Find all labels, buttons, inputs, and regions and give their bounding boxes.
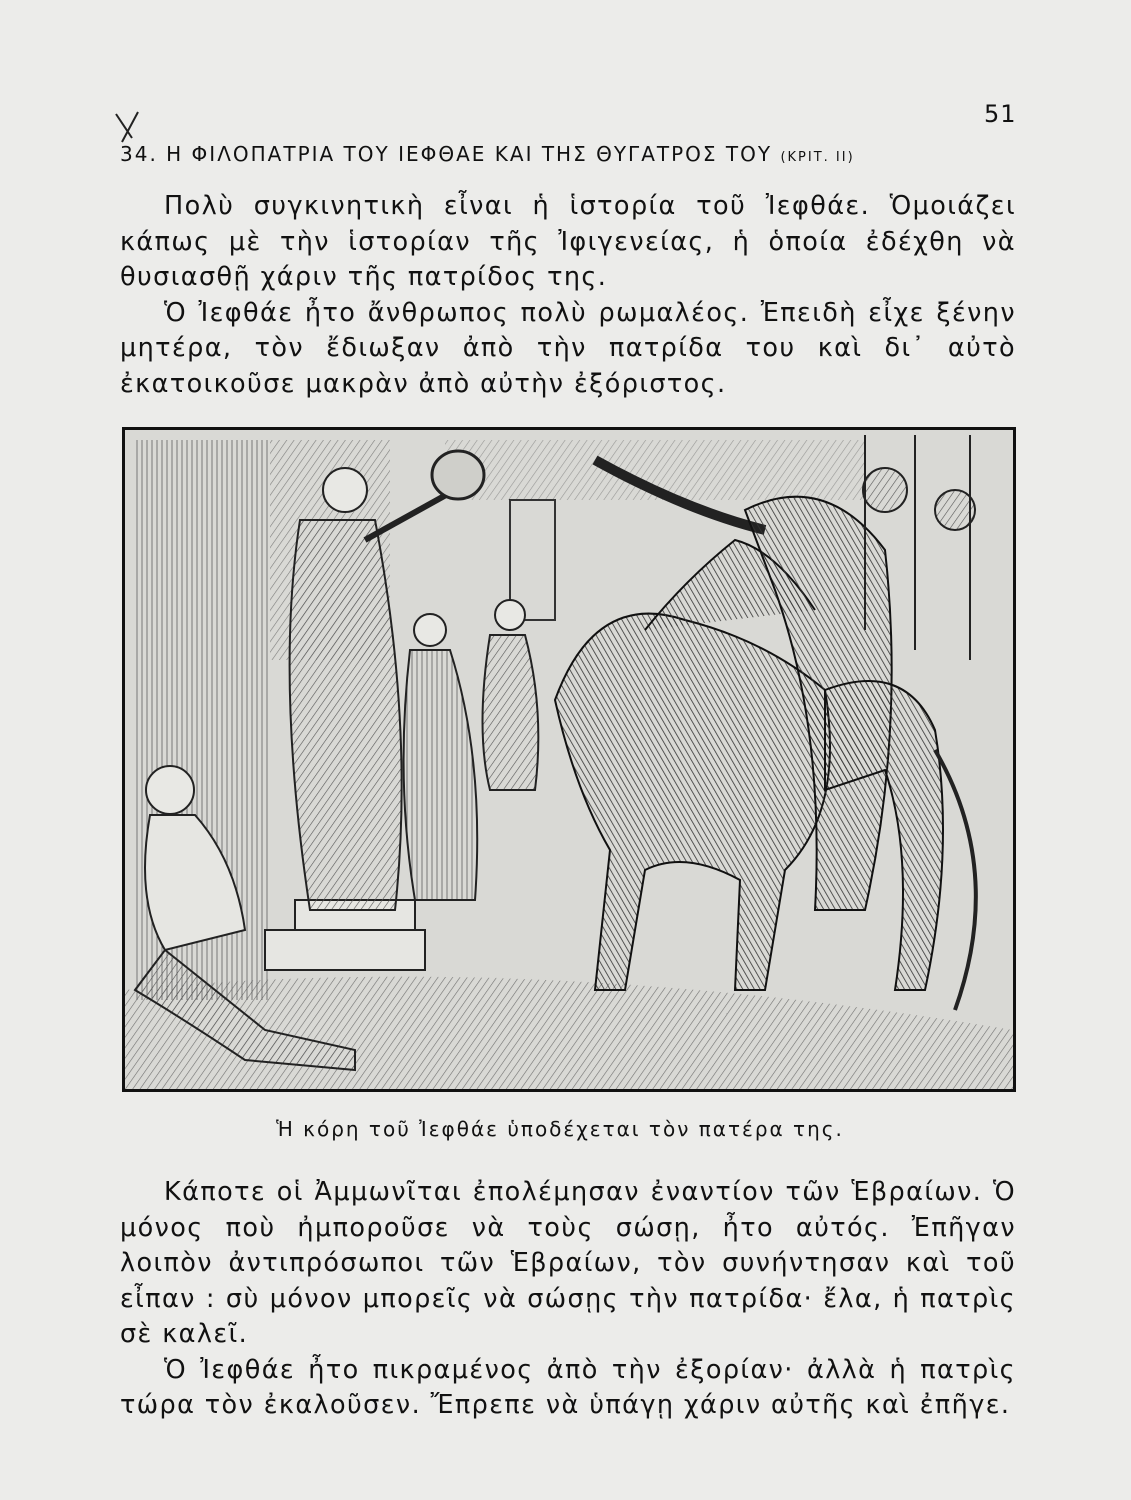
intro-text — [120, 189, 1016, 402]
figure-caption: Ἡ κόρη τοῦ Ἰεφθάε ὑποδέχεται τὸν πατέρα της. — [276, 1117, 844, 1141]
paragraph: Πολὺ συγκινητικὴ εἶναι ἡ ἱστορία τοῦ Ἰεφθάε. Ὁμοιάζει κάπως μὲ τὴν ἱστορίαν τῆς Ἰφιγενείας, ἡ ὁποία ἐδέχθη νὰ θυσιασθῇ χάριν τῆς πατρίδος της. — [120, 191, 1016, 292]
heading-reference: (ΚΡΙΤ. ΙΙ) — [780, 150, 855, 165]
closing-text — [120, 1175, 1016, 1424]
section-heading — [120, 142, 1020, 166]
paragraph: Κάποτε οἱ Ἀμμωνῖται ἐπολέμησαν ἐναντίον τῶν Ἑβραίων. Ὁ μόνος ποὺ ἠμποροῦσε νὰ τοὺς σώσῃ, ἦτο αὐτός. Ἐπῆγαν λοιπὸν ἀντιπρόσωποι τῶν Ἑβραίων, τὸν συνήντησαν καὶ τοῦ εἶπαν : σὺ μόνον μπορεῖς νὰ σώσῃς τὴν πατρίδα· ἔλα, ἡ πατρὶς σὲ καλεῖ. — [120, 1177, 1016, 1349]
paragraph: Ὁ Ἰεφθάε ἦτο πικραμένος ἀπὸ τὴν ἐξορίαν· ἀλλὰ ἡ πατρὶς τώρα τὸν ἐκαλοῦσεν. Ἔπρεπε νὰ ὑπάγῃ χάριν αὐτῆς καὶ ἐπῆγε. — [120, 1354, 1016, 1420]
timbrel-icon — [432, 451, 484, 499]
engraving-drawing — [125, 430, 1013, 1089]
paragraph: Ὁ Ἰεφθάε ἦτο ἄνθρωπος πολὺ ρωμαλέος. Ἐπειδὴ εἶχε ξένην μητέρα, τὸν ἔδιωξαν ἀπὸ τὴν πατρίδα του καὶ δι᾽ αὐτὸ ἐκατοικοῦσε μακρὰν ἀπὸ αὐτὴν ἐξόριστος. — [120, 297, 1016, 399]
heading-title: 34. Η ΦΙΛΟΠΑΤΡΙΑ ΤΟΥ ΙΕΦΘΑΕ ΚΑΙ ΤΗΣ ΘΥΓΑΤΡΟΣ ΤΟΥ — [120, 142, 773, 166]
page-number: 51 — [984, 100, 1017, 128]
engraving-illustration — [122, 427, 1016, 1092]
